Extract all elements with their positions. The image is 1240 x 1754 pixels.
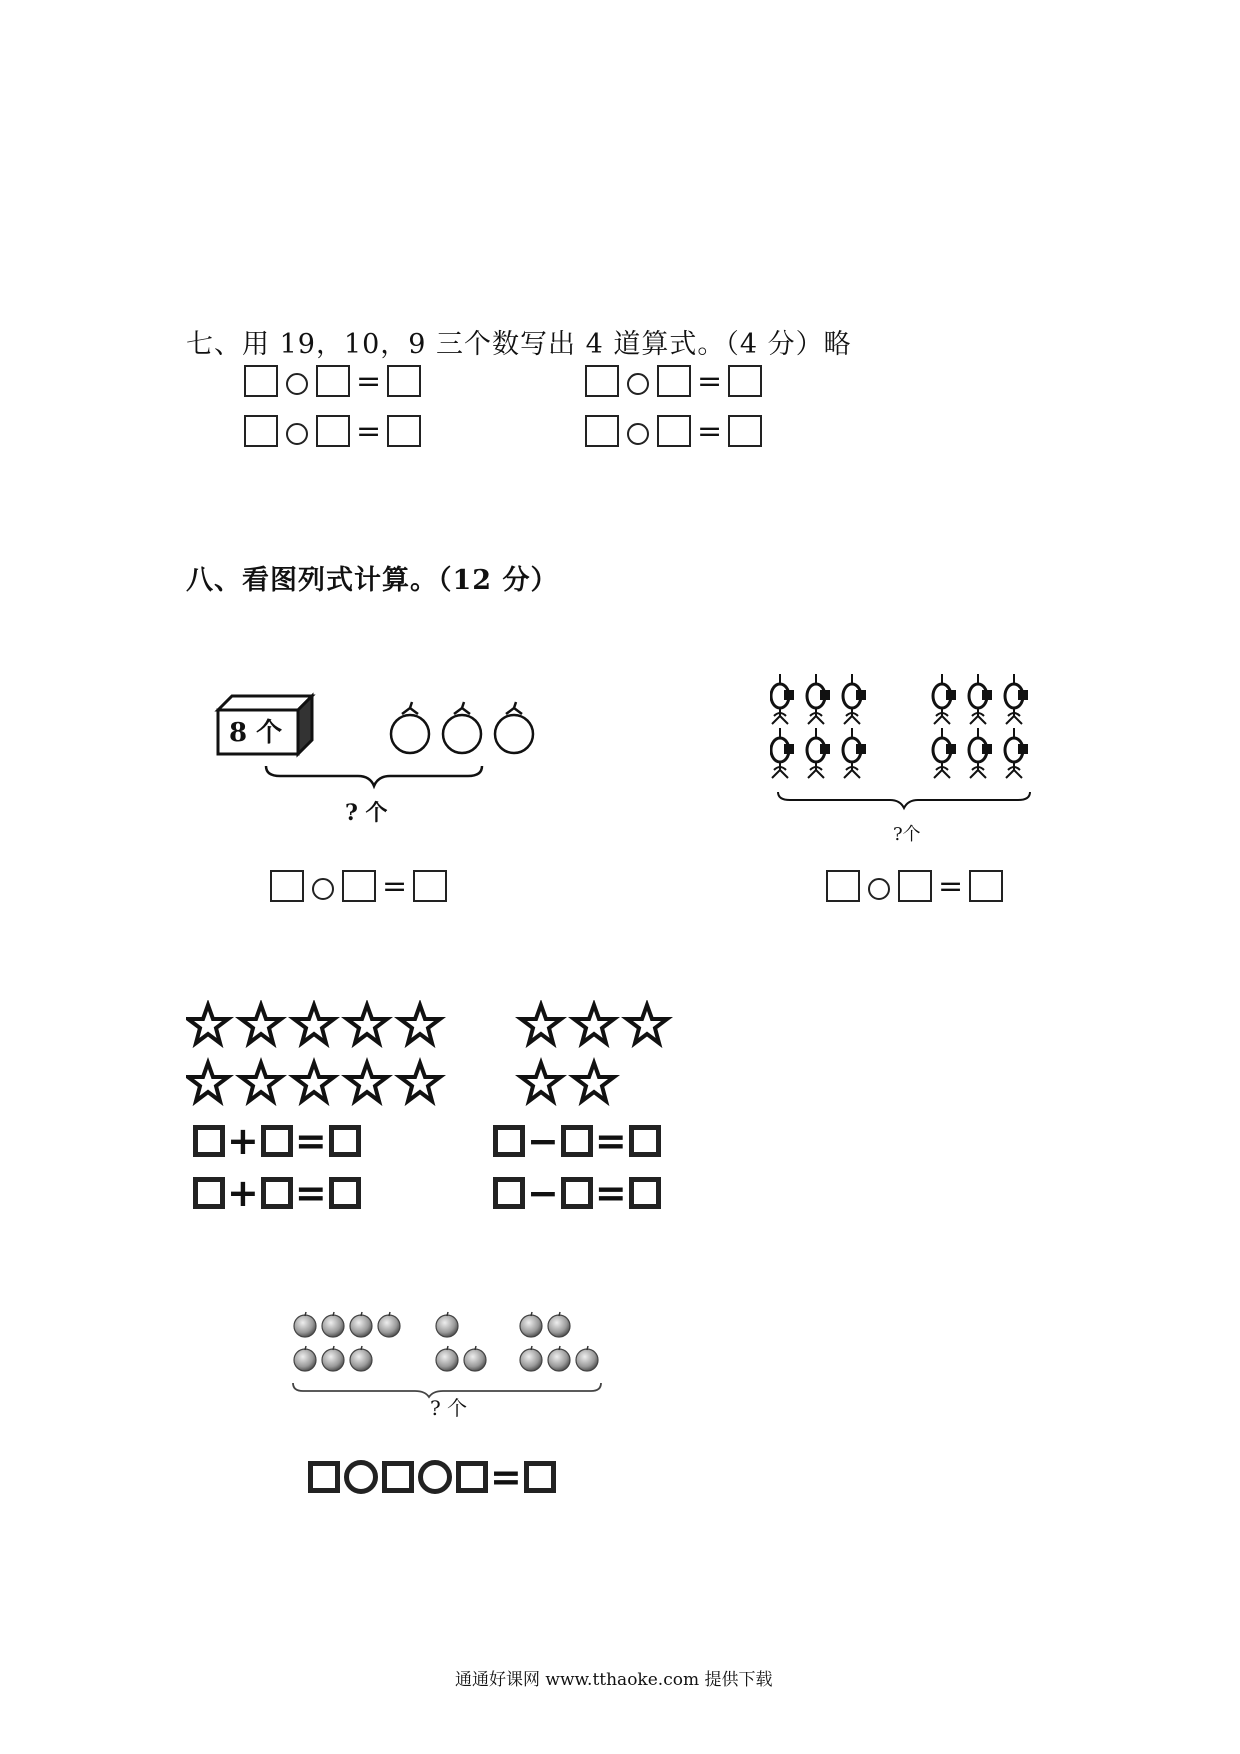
answer-box[interactable]	[329, 1177, 361, 1209]
operator-circle[interactable]	[286, 373, 308, 395]
answer-box[interactable]	[657, 415, 691, 447]
answer-box[interactable]	[193, 1177, 225, 1209]
answer-box[interactable]	[898, 870, 932, 902]
star-icon	[627, 1005, 667, 1043]
equals-sign: =	[938, 869, 964, 904]
box-label: 8 个	[229, 718, 283, 748]
q7-equation-4	[585, 415, 762, 447]
trumpet-icon	[933, 674, 956, 724]
operator-circle[interactable]	[418, 1460, 452, 1494]
apple-icon	[520, 1312, 542, 1337]
trumpet-icon	[843, 728, 866, 778]
q7-equation-3	[244, 415, 421, 447]
answer-box[interactable]	[524, 1461, 556, 1493]
addition-equation-1	[193, 1119, 361, 1163]
q7-equation-2	[585, 365, 762, 397]
answer-box[interactable]	[342, 870, 376, 902]
star-icon	[400, 1063, 440, 1101]
stars-figure	[186, 1000, 686, 1110]
brace-label-3: ? 个	[430, 1396, 468, 1420]
apple-icon	[322, 1312, 344, 1337]
answer-box[interactable]	[629, 1125, 661, 1157]
answer-box[interactable]	[270, 870, 304, 902]
answer-box[interactable]	[387, 365, 421, 397]
star-icon	[521, 1005, 561, 1043]
answer-box[interactable]	[561, 1125, 593, 1157]
equals-sign: =	[594, 1171, 627, 1215]
trumpet-icon	[1005, 728, 1028, 778]
answer-box[interactable]	[629, 1177, 661, 1209]
operator-circle[interactable]	[312, 878, 334, 900]
equals-sign: =	[697, 414, 723, 449]
minus-sign: −	[527, 1171, 559, 1215]
star-icon	[521, 1063, 561, 1101]
equals-sign: =	[294, 1119, 327, 1163]
star-icon	[294, 1063, 334, 1101]
answer-box[interactable]	[329, 1125, 361, 1157]
apple-icon	[548, 1312, 570, 1337]
apple-icon	[436, 1312, 458, 1337]
answer-box[interactable]	[244, 365, 278, 397]
answer-box[interactable]	[261, 1125, 293, 1157]
trumpet-icon	[807, 728, 830, 778]
trumpet-icon	[1005, 674, 1028, 724]
subtraction-equation-1	[493, 1119, 661, 1163]
star-icon	[241, 1063, 281, 1101]
trumpet-icon	[969, 728, 992, 778]
answer-box[interactable]	[561, 1177, 593, 1209]
trumpet-icon	[807, 674, 830, 724]
apple-icon	[322, 1346, 344, 1371]
star-icon	[574, 1005, 614, 1043]
equals-sign: =	[294, 1171, 327, 1215]
question-8-title: 八、看图列式计算。（12 分）	[186, 565, 559, 596]
star-icon	[188, 1005, 228, 1043]
answer-box[interactable]	[382, 1461, 414, 1493]
apple-icon	[350, 1346, 372, 1371]
plus-sign: +	[227, 1119, 259, 1163]
operator-circle[interactable]	[627, 423, 649, 445]
trumpet-icon	[933, 728, 956, 778]
trumpets-figure	[770, 672, 1060, 822]
apple-icon	[294, 1346, 316, 1371]
apple-icon	[464, 1346, 486, 1371]
trumpet-icon	[969, 674, 992, 724]
apple-icon	[294, 1312, 316, 1337]
equals-sign: =	[356, 414, 382, 449]
answer-box[interactable]	[493, 1125, 525, 1157]
addition-equation-2	[193, 1171, 361, 1215]
answer-box[interactable]	[316, 415, 350, 447]
answer-box[interactable]	[316, 365, 350, 397]
apple-icon	[520, 1346, 542, 1371]
operator-circle[interactable]	[868, 878, 890, 900]
plus-sign: +	[227, 1171, 259, 1215]
brace-label-1: ? 个	[345, 800, 388, 826]
answer-box[interactable]	[728, 365, 762, 397]
tomato-icon	[495, 702, 533, 753]
q8-equation-2	[826, 870, 1003, 902]
star-icon	[241, 1005, 281, 1043]
answer-box[interactable]	[969, 870, 1003, 902]
answer-box[interactable]	[493, 1177, 525, 1209]
answer-box[interactable]	[585, 415, 619, 447]
brace-icon	[778, 792, 1030, 808]
equals-sign: =	[490, 1455, 522, 1499]
answer-box[interactable]	[308, 1461, 340, 1493]
star-icon	[574, 1063, 614, 1101]
star-icon	[294, 1005, 334, 1043]
question-7-title: 七、用 19，10，9 三个数写出 4 道算式。（4 分）略	[186, 329, 852, 360]
apple-icon	[436, 1346, 458, 1371]
answer-box[interactable]	[585, 365, 619, 397]
subtraction-equation-2	[493, 1171, 661, 1215]
brace-label-2: ?个	[893, 824, 921, 845]
equals-sign: =	[697, 364, 723, 399]
answer-box[interactable]	[728, 415, 762, 447]
answer-box[interactable]	[193, 1125, 225, 1157]
answer-box[interactable]	[826, 870, 860, 902]
q7-equation-1	[244, 365, 421, 397]
answer-box[interactable]	[657, 365, 691, 397]
brace-icon	[266, 766, 482, 786]
apple-icon	[548, 1346, 570, 1371]
star-icon	[188, 1063, 228, 1101]
minus-sign: −	[527, 1119, 559, 1163]
trumpet-icon	[771, 728, 794, 778]
operator-circle[interactable]	[344, 1460, 378, 1494]
apple-icon	[350, 1312, 372, 1337]
answer-box[interactable]	[387, 415, 421, 447]
equals-sign: =	[594, 1119, 627, 1163]
q8-equation-1	[270, 870, 447, 902]
equals-sign: =	[356, 364, 382, 399]
star-icon	[400, 1005, 440, 1043]
answer-box[interactable]	[261, 1177, 293, 1209]
trumpet-icon	[771, 674, 794, 724]
star-icon	[347, 1005, 387, 1043]
tomato-icon	[443, 702, 481, 753]
apple-icon	[378, 1312, 400, 1337]
operator-circle[interactable]	[627, 373, 649, 395]
answer-box[interactable]	[456, 1461, 488, 1493]
apple-icon	[576, 1346, 598, 1371]
answer-box[interactable]	[244, 415, 278, 447]
tomato-icon	[391, 702, 429, 753]
trumpet-icon	[843, 674, 866, 724]
star-icon	[347, 1063, 387, 1101]
footer-source: 通通好课网 www.tthaoke.com 提供下载	[455, 1670, 773, 1690]
operator-circle[interactable]	[286, 423, 308, 445]
apples-equation	[308, 1455, 556, 1499]
answer-box[interactable]	[413, 870, 447, 902]
equals-sign: =	[382, 869, 408, 904]
